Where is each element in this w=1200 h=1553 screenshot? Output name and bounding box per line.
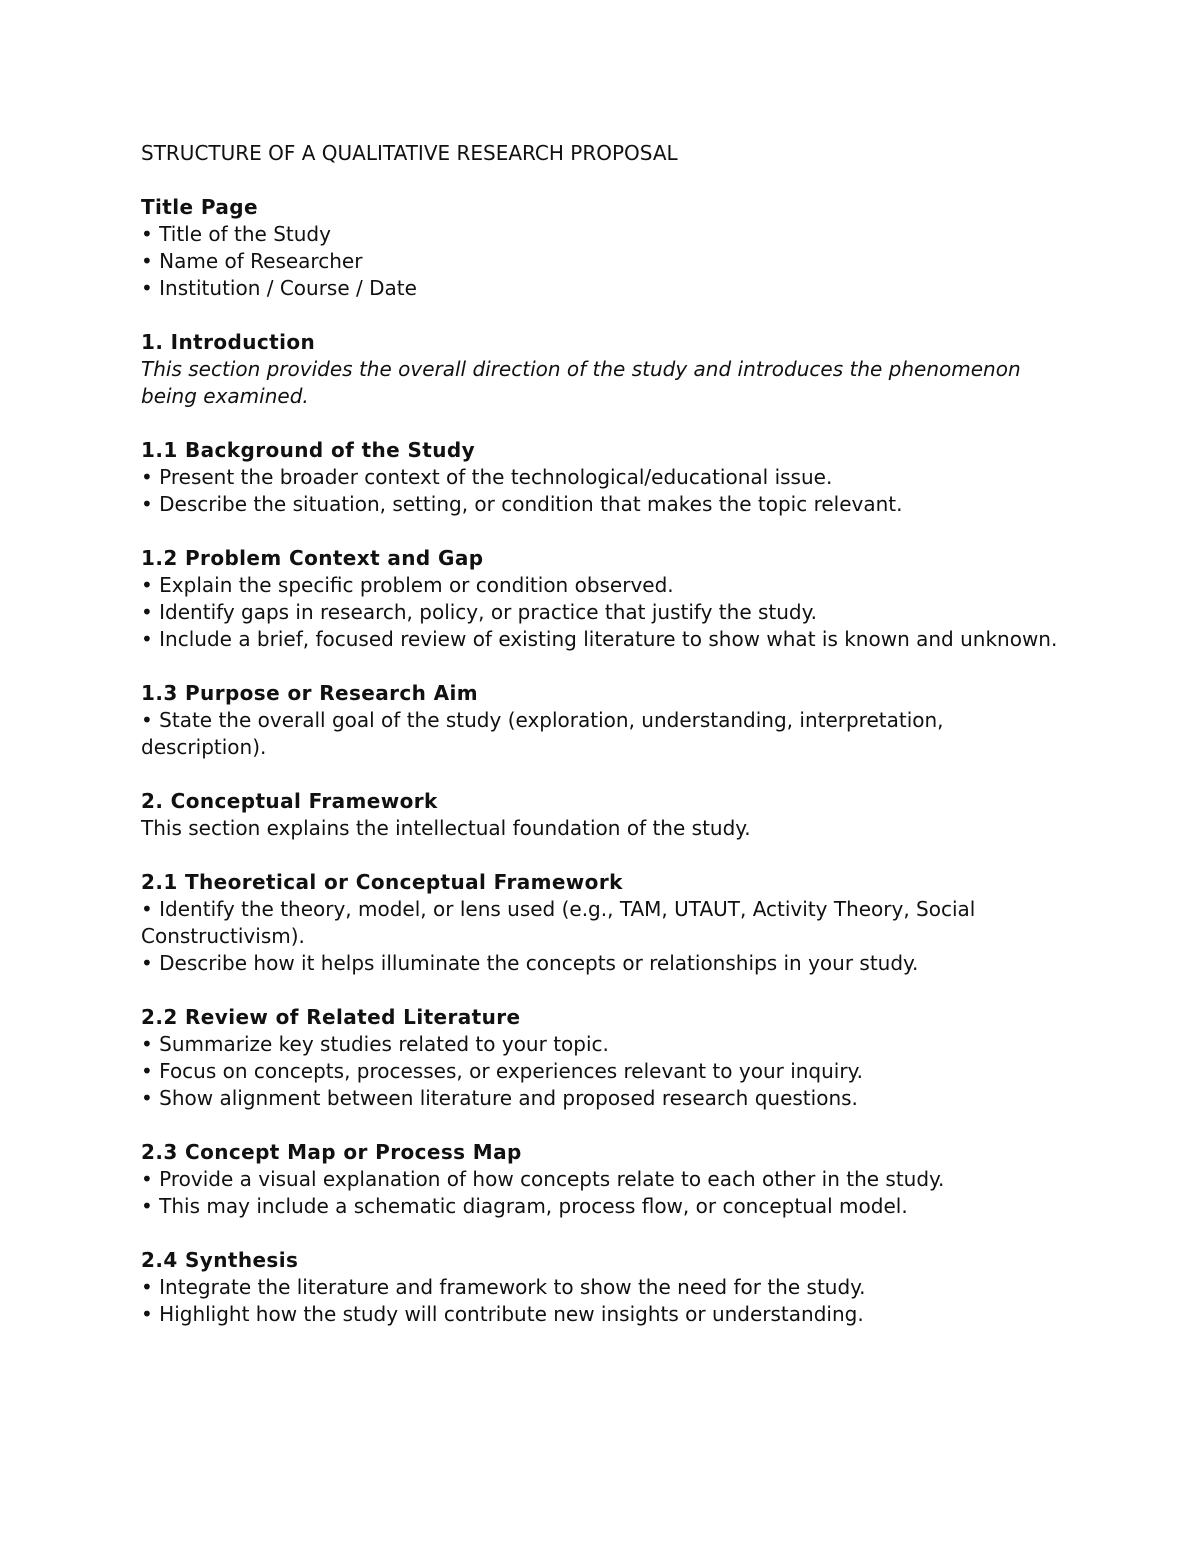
document-sections xyxy=(141,194,1061,1328)
bullet-list xyxy=(141,1274,1061,1328)
bullet-item: • Summarize key studies related to your topic. xyxy=(141,1032,609,1056)
bullet-item: • State the overall goal of the study (exploration, understanding, interpretation, description). xyxy=(141,708,944,759)
bullet-item: • Highlight how the study will contribute new insights or understanding. xyxy=(141,1302,864,1326)
section-heading: 2.2 Review of Related Literature xyxy=(141,1005,521,1029)
document-page xyxy=(141,140,1061,1355)
section xyxy=(141,1004,1061,1112)
section-heading: 1.3 Purpose or Research Aim xyxy=(141,681,479,705)
section xyxy=(141,869,1061,977)
section xyxy=(141,1247,1061,1328)
section-heading: 1.1 Background of the Study xyxy=(141,438,476,462)
bullet-list xyxy=(141,707,1061,761)
bullet-item: • Integrate the literature and framework to show the need for the study. xyxy=(141,1275,866,1299)
bullet-item: • Provide a visual explanation of how concepts relate to each other in the study. xyxy=(141,1167,945,1191)
section xyxy=(141,194,1061,302)
section xyxy=(141,680,1061,761)
section-description: This section provides the overall direction of the study and introduces the phenomenon being examined. xyxy=(141,357,1021,408)
bullet-item: • Explain the specific problem or condition observed. xyxy=(141,573,674,597)
bullet-item: • Focus on concepts, processes, or experiences relevant to your inquiry. xyxy=(141,1059,863,1083)
document-title: STRUCTURE OF A QUALITATIVE RESEARCH PROPOSAL xyxy=(141,141,678,165)
section xyxy=(141,437,1061,518)
bullet-item: • Institution / Course / Date xyxy=(141,276,417,300)
bullet-item: • Describe the situation, setting, or condition that makes the topic relevant. xyxy=(141,492,903,516)
bullet-list xyxy=(141,464,1061,518)
section xyxy=(141,329,1061,410)
bullet-item: • Show alignment between literature and proposed research questions. xyxy=(141,1086,858,1110)
bullet-item: • Include a brief, focused review of existing literature to show what is known and unknown. xyxy=(141,627,1058,651)
section-heading: 2.1 Theoretical or Conceptual Framework xyxy=(141,870,623,894)
bullet-list xyxy=(141,221,1061,302)
section xyxy=(141,545,1061,653)
bullet-list xyxy=(141,1166,1061,1220)
bullet-item: • Identify gaps in research, policy, or practice that justify the study. xyxy=(141,600,817,624)
section-heading: 2.4 Synthesis xyxy=(141,1248,299,1272)
bullet-list xyxy=(141,1031,1061,1112)
bullet-item: • This may include a schematic diagram, process flow, or conceptual model. xyxy=(141,1194,908,1218)
bullet-item: • Title of the Study xyxy=(141,222,331,246)
bullet-item: • Describe how it helps illuminate the concepts or relationships in your study. xyxy=(141,951,919,975)
bullet-item: • Name of Researcher xyxy=(141,249,363,273)
section-heading: Title Page xyxy=(141,195,258,219)
bullet-list xyxy=(141,896,1061,977)
section-heading: 2. Conceptual Framework xyxy=(141,789,438,813)
section-heading: 1.2 Problem Context and Gap xyxy=(141,546,484,570)
bullet-item: • Present the broader context of the technological/educational issue. xyxy=(141,465,833,489)
section xyxy=(141,788,1061,842)
section-description: This section explains the intellectual foundation of the study. xyxy=(141,816,751,840)
section xyxy=(141,1139,1061,1220)
bullet-list xyxy=(141,572,1061,653)
section-heading: 1. Introduction xyxy=(141,330,316,354)
bullet-item: • Identify the theory, model, or lens used (e.g., TAM, UTAUT, Activity Theory, Social Constructivism). xyxy=(141,897,976,948)
section-heading: 2.3 Concept Map or Process Map xyxy=(141,1140,522,1164)
